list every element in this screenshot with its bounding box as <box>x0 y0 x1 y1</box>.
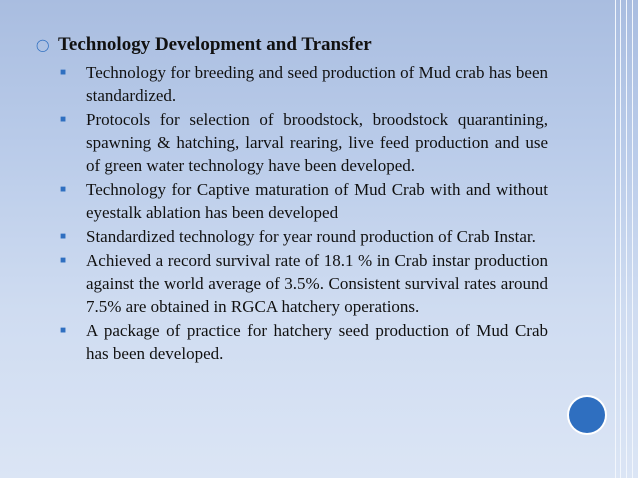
square-bullet-icon: ■ <box>60 184 67 195</box>
list-item <box>36 249 548 318</box>
list-item-text: Protocols for selection of broodstock, broodstock quarantining, spawning & hatching, larval rearing, live feed production and use of green water technology have been developed. <box>86 110 548 175</box>
list-item-text: Standardized technology for year round production of Crab Instar. <box>86 227 536 246</box>
square-bullet-icon: ■ <box>60 325 67 336</box>
square-bullet-icon: ■ <box>60 114 67 125</box>
ring-bullet-icon: ◯ <box>36 38 50 52</box>
list-item-text: Technology for Captive maturation of Mud Crab with and without eyestalk ablation has been developed <box>86 180 548 222</box>
decorative-frame-line <box>632 0 633 478</box>
list-item-text: A package of practice for hatchery seed production of Mud Crab has been developed. <box>86 321 548 363</box>
decorative-frame-line <box>620 0 621 478</box>
list-item-text: Achieved a record survival rate of 18.1 % in Crab instar production against the world average of 3.5%. Consistent survival rates around 7.5% are obtained in RGCA hatchery operations. <box>86 251 548 316</box>
list-item <box>36 61 548 107</box>
square-bullet-icon: ■ <box>60 255 67 266</box>
decorative-frame-line <box>615 0 616 478</box>
list-item <box>36 319 548 365</box>
square-bullet-icon: ■ <box>60 67 67 78</box>
heading-row <box>36 33 548 57</box>
decorative-frame-line <box>626 0 627 478</box>
list-item <box>36 108 548 177</box>
square-bullet-icon: ■ <box>60 231 67 242</box>
list-item-text: Technology for breeding and seed production of Mud crab has been standardized. <box>86 63 548 105</box>
decorative-circle-icon <box>569 397 605 433</box>
slide-content <box>36 33 548 366</box>
slide-heading: Technology Development and Transfer <box>58 34 372 55</box>
list-item <box>36 225 548 248</box>
list-item <box>36 178 548 224</box>
bullet-list <box>36 61 548 365</box>
